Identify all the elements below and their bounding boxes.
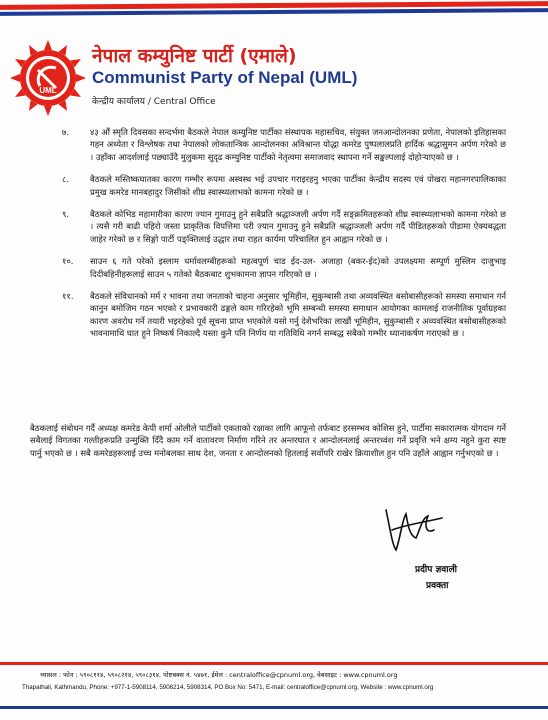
footer-address-nepali: च्यासल : फोन : ५९०८११४, ५९०८२१४, ५९०८३१४, पोष्टबक्स नं. ५४७१, ईमेल : centraloffice@cpnuml.org, वेबसाइट : www.cpnuml.org — [40, 671, 398, 679]
decision-list — [62, 126, 506, 350]
item-text: बैठकले मस्तिष्कघातका कारण गम्भीर रूपमा अस्वस्थ भई उपचार गराइरहनु भएका पार्टीका केन्द्रीय सदस्य एवं पोखरा महानगरपालिकाका प्रमुख कमरेड मानबहादुर जिसीको शीघ्र स्वास्थ्यलाभको कामना गरेको छ । — [90, 174, 506, 197]
item-text: बैठकले कोभिड महामारीका कारण ज्यान गुमाउनु हुने सबैप्रति श्रद्धाञ्जली अर्पण गर्दै सङ्क्रमितहरूको शीघ्र स्वास्थ्यलाभको कामना गरेको छ । त्यसै गरी बाढी पहिरो जस्ता प्राकृतिक विपत्तिमा परी ज्यान गुमाउनु हुने सबैप्रति श्रद्धाञ्जली अर्पण गर्दै पीडितहरूको पीडामा ऐक्यबद्धता जाहेर गरेको छ र सिङ्गो पार्टी पङ्क्तिलाई उद्धार तथा राहत कार्यमा परिचालित हुन आह्वान गरेको छ । — [90, 209, 506, 244]
svg-text:UML: UML — [39, 86, 57, 95]
item-number: ८. — [62, 174, 70, 185]
signatory-title: प्रवक्ता — [426, 581, 449, 591]
signatory-name: प्रदीप ज्ञवाली — [415, 565, 458, 575]
closing-paragraph: बैठकलाई संबोधन गर्दै अध्यक्ष कमरेड केपी शर्मा ओलीले पार्टीको एकताको रक्षाका लागि आफूनो तर्फबाट हरसम्भव कोशिस हुने, पार्टीमा सकारात्मक योगदान गर्ने सबैलाई विगतका गल्तीहरूप्रति उन्मुक्ति दिँदै काम गर्ने वातावरण निर्माण गरिने तर अन्तरघात र आन्दोलनलाई अन्तरध्वंश गर्ने प्रवृत्ति भने क्षम्य नहुने कुरा स्पष्ट पार्नु भएको छ । सबै कमरेडहरूलाई उच्च मनोबलका साथ देश, जनता र आन्दोलनको हितलाई सर्वोपरि राखेर क्रियाशील हुन पनि उहाँले आह्वान गर्नुभएको छ । — [30, 423, 506, 458]
item-number: ९. — [62, 209, 70, 220]
footer-divider — [0, 662, 548, 665]
item-number: ११. — [62, 291, 74, 302]
list-item — [62, 126, 506, 163]
footer-bottom-stripe — [0, 706, 548, 709]
party-name-nepali: नेपाल कम्युनिष्ट पार्टी (एमाले) — [92, 45, 297, 67]
item-text: ४३ औं स्मृति दिवसका सन्दर्भमा बैठकले नेपाल कम्युनिष्ट पार्टीका संस्थापक महासचिव, संयुक्त जनआन्दोलनका प्रणेता, नेपालको इतिहासका गहन अध्येता र विश्लेषक तथा नेपालको लोकतान्त्रिक आन्दोलनका अविश्रान्त योद्धा कमरेड पुष्पलालप्रति हार्दिक श्रद्धासुमन अर्पण गरेको छ । उहाँका आदर्शलाई पछ्याउँदै मुलुकमा सुदृढ कम्युनिष्ट पार्टीको नेतृत्वमा समाजवाद स्थापना गर्ने सङ्कल्पलाई दोहोऱ्याएको छ । — [90, 127, 506, 162]
party-logo-icon — [8, 38, 88, 118]
signature-icon — [372, 500, 452, 560]
item-number: ७. — [62, 127, 70, 137]
office-label: केन्द्रीय कार्यालय / Central Office — [92, 97, 216, 107]
list-item — [62, 255, 506, 280]
list-item — [62, 173, 506, 198]
header-stripe — [0, 0, 548, 20]
footer-address-english: Thapathali, Kathmandu, Phone: +977-1-5908114, 5908214, 5908314, PO Box No: 5471, E-mail: centraloffice@cpnuml.org, Website : www.cpnuml.org — [22, 684, 434, 691]
item-text: साउन ६ गते परेको इस्लाम धर्मावलम्बीहरूको महत्वपूर्ण चाड ईद-उल- अजाहा (बकर-ईद)को उपलक्ष्यमा सम्पूर्ण मुस्लिम दाजुभाइ दिदीबहिनीहरूलाई साउन ५ गतेको बैठकबाट शुभकामना ज्ञापन गरिएको छ । — [90, 256, 506, 279]
list-item — [62, 208, 506, 245]
item-number: १०. — [62, 256, 74, 267]
list-item — [62, 290, 506, 340]
item-text: बैठकले संविधानको मर्म र भावना तथा जनताको चाहना अनुसार भूमिहीन, सुकुम्बासी तथा अव्यवस्थित बसोबासीहरूको समस्या समाधान गर्न कानुन बमोजिम गठन भएको र प्रभावकारी ढङ्गले काम गरिरहेको भूमि सम्बन्धी समस्या समाधान आयोगका कामलाई राजनीतिक पूर्वाग्रहका कारण अवरोध गर्ने तयारी भइरहेको पूर्व सूचना प्राप्त भएकोले यसो गर्नु देशैभरिका लाखौं भूमिहीन, सुकुम्बासी र अव्यवस्थित बसोबासीहरूको भावनामाथि घात हुने निष्कर्ष निकाल्दै यस्ता कुनै पनि निर्णय या गतिविधि नगर्न सम्बद्ध सबैको गम्भीर ध्यानाकर्षण गराएको छ । — [90, 291, 506, 339]
party-name-english: Communist Party of Nepal (UML) — [92, 68, 358, 87]
